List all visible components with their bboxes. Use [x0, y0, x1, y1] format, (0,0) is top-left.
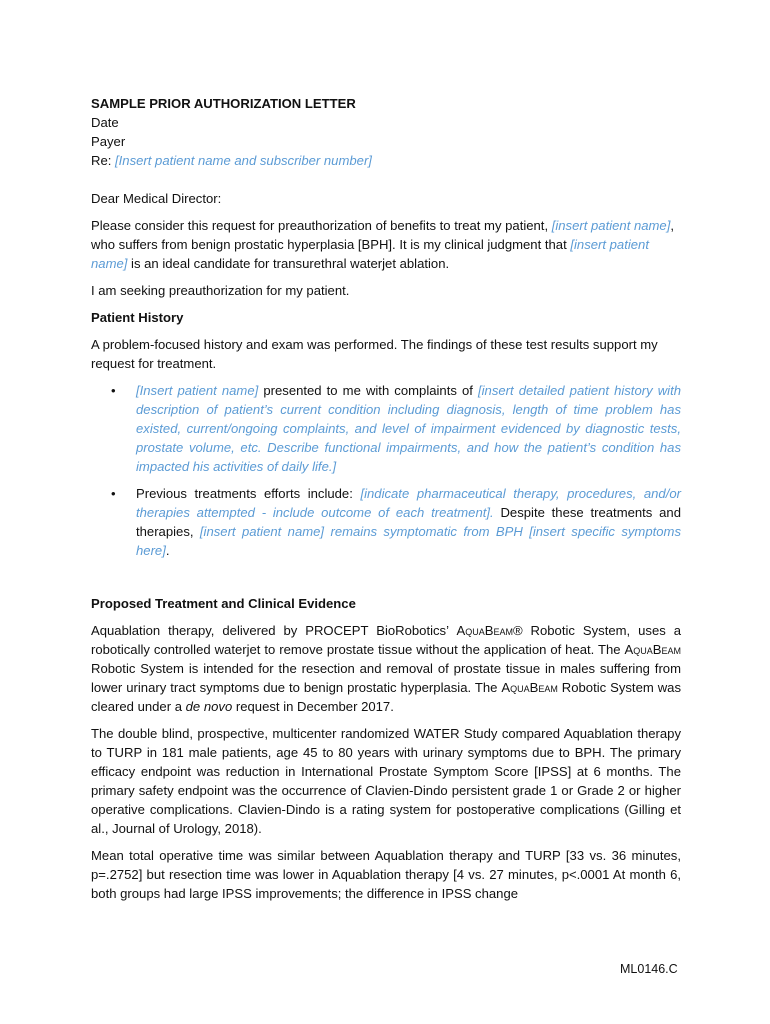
bullet1-text-1: presented to me with complaints of — [258, 383, 478, 398]
de-novo-text: de novo — [185, 699, 233, 714]
bullet-icon: • — [111, 383, 116, 398]
bullet-icon: • — [111, 486, 116, 501]
t4: Robotic System was cleared under a — [91, 680, 681, 714]
intro-placeholder-1: [insert patient name] — [551, 218, 671, 233]
bullet2-placeholder-2: [insert patient name] remains symptomatic from BPH [insert specific symptoms here] — [136, 524, 681, 558]
patient-history-heading: Patient History — [91, 310, 184, 325]
bullet2-text-2: Despite these treatments and therapies, — [136, 505, 681, 539]
seeking-paragraph: I am seeking preauthorization for my patient. — [91, 283, 350, 298]
brand-name: AquaBeam — [501, 680, 558, 695]
history-bullet-1 — [91, 381, 681, 476]
intro-text-2: , who suffers from benign prostatic hyperplasia [BPH]. It is my clinical judgment that — [91, 218, 674, 252]
payer-line: Payer — [91, 134, 126, 149]
bullet2-text-1: Previous treatments efforts include: — [136, 486, 361, 501]
history-bullet-2 — [91, 484, 681, 560]
re-prefix: Re: — [91, 153, 116, 168]
treatment-heading: Proposed Treatment and Clinical Evidence — [91, 596, 356, 611]
document-code: ML0146.C — [620, 962, 678, 976]
treatment-paragraph-1 — [91, 621, 681, 716]
bullet2-placeholder-1: [indicate pharmaceutical therapy, procedures, and/or therapies attempted - include outcome of each treatment]. — [136, 486, 681, 520]
intro-paragraph — [91, 216, 681, 273]
t2: ® Robotic System, uses a robotically controlled waterjet to remove prostate tissue without the application of heat. The — [91, 623, 681, 657]
brand-name: AquaBeam — [456, 623, 513, 638]
bullet2-text-3: . — [165, 543, 170, 558]
history-bullets — [91, 381, 681, 560]
letter-title: SAMPLE PRIOR AUTHORIZATION LETTER — [91, 96, 356, 111]
t3: Robotic System is intended for the resection and removal of prostate tissue in males suffering from lower urinary tract symptoms due to benign prostatic hyperplasia. The — [91, 661, 681, 695]
bullet1-placeholder-2: [insert detailed patient history with description of patient’s current condition including diagnosis, length of time problem has existed, current/ongoing complaints, and level of impairment evidenced by diagnostic tests, prostate volume, etc. Describe functional impairments, and how the patient’s condition has impacted his activities of daily life.] — [136, 383, 681, 474]
salutation: Dear Medical Director: — [91, 191, 222, 206]
intro-placeholder-2: [insert patient name] — [91, 237, 649, 271]
t1: Aquablation therapy, delivered by PROCEPT BioRobotics’ — [91, 623, 457, 638]
treatment-paragraph-3: Mean total operative time was similar between Aquablation therapy and TURP [33 vs. 36 minutes, p=.2752] but resection time was lower in Aquablation therapy [4 vs. 27 minutes, p<.0001 At month 6, both groups had large IPSS improvements; the difference in IPSS change — [91, 848, 681, 901]
intro-text-3: is an ideal candidate for transurethral waterjet ablation. — [127, 256, 450, 271]
date-line: Date — [91, 115, 119, 130]
treatment-paragraph-2: The double blind, prospective, multicenter randomized WATER Study compared Aquablation therapy to TURP in 181 male patients, age 45 to 80 years with urinary symptoms due to BPH. The primary efficacy endpoint was reduction in International Prostate Symptom Score [IPSS] at 6 months. The primary safety endpoint was the occurrence of Clavien-Dindo persistent grade 1 or Grade 2 or higher operative complications. Clavien-Dindo is a rating system for postoperative complications (Gilling et al., Journal of Urology, 2018). — [91, 726, 681, 836]
t5: request in December 2017. — [232, 699, 394, 714]
re-line — [91, 151, 681, 170]
history-paragraph: A problem-focused history and exam was performed. The findings of these test results support my request for treatment. — [91, 337, 658, 371]
intro-text-1: Please consider this request for preauthorization of benefits to treat my patient, — [91, 218, 552, 233]
letter-body — [91, 94, 681, 903]
re-placeholder: [Insert patient name and subscriber number] — [115, 153, 372, 168]
brand-name: AquaBeam — [624, 642, 681, 657]
bullet1-placeholder-1: [Insert patient name] — [136, 383, 259, 398]
